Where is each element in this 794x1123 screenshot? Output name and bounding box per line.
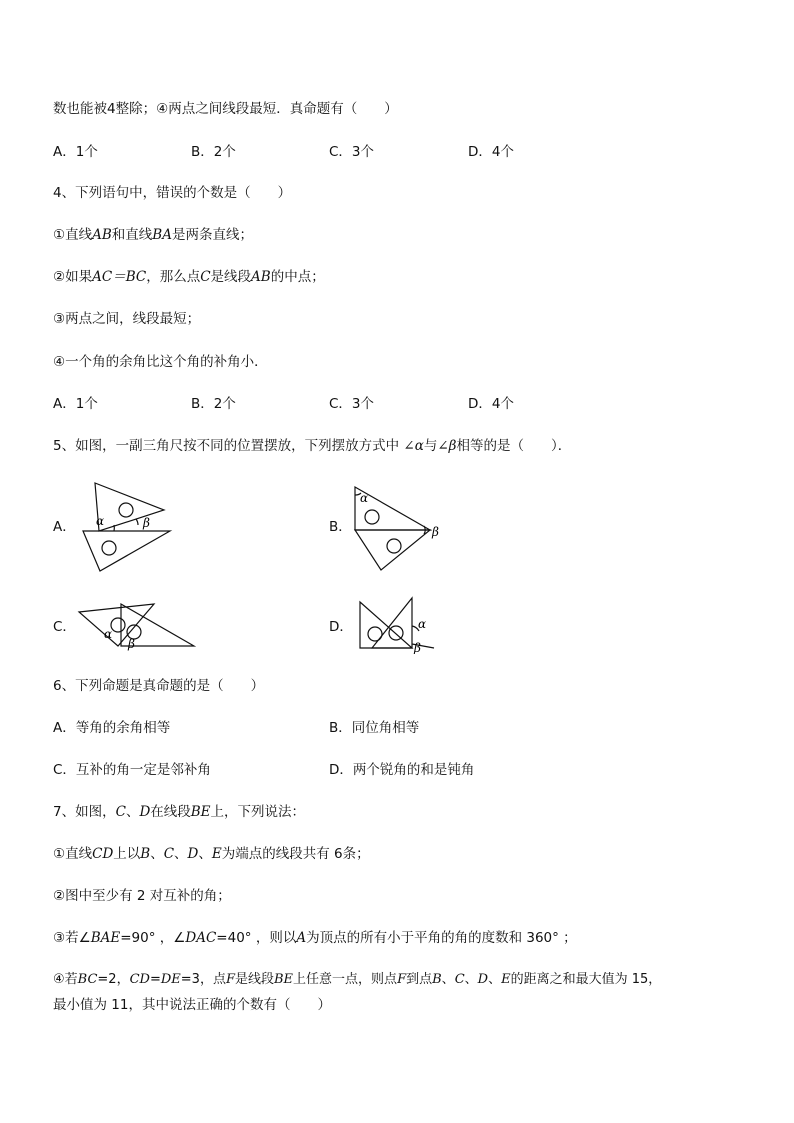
q7-statement-2: ②图中至少有 2 对互补的角； bbox=[53, 888, 231, 904]
q6-option-b[interactable]: B．同位角相等 bbox=[329, 720, 420, 736]
q4-statement-2: ②如果AC＝BC，那么点C是线段AB的中点； bbox=[53, 269, 325, 285]
q4-option-c[interactable]: C．3个 bbox=[329, 396, 375, 412]
q4-statement-3: ③两点之间，线段最短； bbox=[53, 311, 201, 327]
q5-figure-a bbox=[76, 480, 176, 575]
q5-d-circle-1 bbox=[368, 627, 382, 641]
q5-stem: 5、如图，一副三角尺按不同的位置摆放，下列摆放方式中 ∠α与∠β相等的是（ ）． bbox=[53, 438, 572, 454]
q5-figure-c-label[interactable]: C． bbox=[53, 619, 76, 635]
q3-option-b[interactable]: B．2个 bbox=[191, 144, 236, 160]
q5-a-circle-1 bbox=[119, 503, 133, 517]
q5-figure-b-label[interactable]: B． bbox=[329, 519, 352, 535]
q5-b-circle-2 bbox=[387, 539, 401, 553]
q4-statement-1: ①直线AB和直线BA是两条直线； bbox=[53, 227, 253, 243]
q4-statement-4: ④一个角的余角比这个角的补角小． bbox=[53, 354, 268, 370]
q5-figure-d-label[interactable]: D． bbox=[329, 619, 353, 635]
q5-a-lower-triangle bbox=[83, 531, 170, 571]
q3-option-a[interactable]: A．1个 bbox=[53, 144, 98, 160]
q5-a-upper-triangle bbox=[95, 483, 164, 531]
q5-a-alpha-label: α bbox=[96, 514, 105, 528]
q7-statement-3: ③若∠BAE=90° ，∠DAC=40° ，则以A为顶点的所有小于平角的角的度数和 360° ； bbox=[53, 930, 577, 946]
q5-b-lower-triangle bbox=[355, 530, 430, 570]
q5-b-beta-label: β bbox=[432, 525, 439, 539]
q5-a-beta-arc bbox=[136, 519, 138, 525]
q3-option-c[interactable]: C．3个 bbox=[329, 144, 375, 160]
q3-tail-text: 数也能被4整除；④两点之间线段最短．真命题有（ ） bbox=[53, 101, 398, 117]
q5-d-circle-2 bbox=[389, 626, 403, 640]
q5-figure-a-label[interactable]: A． bbox=[53, 519, 76, 535]
q6-stem: 6、下列命题是真命题的是（ ） bbox=[53, 678, 265, 694]
q4-stem: 4、下列语句中，错误的个数是（ ） bbox=[53, 185, 292, 201]
q6-option-c[interactable]: C．互补的角一定是邻补角 bbox=[53, 762, 211, 778]
q7-statement-4: ④若BC=2，CD=DE=3，点F是线段BE上任意一点，则点F到点B、C、D、E的距离之和最大值为 15， bbox=[53, 972, 662, 987]
q7-statement-4-line-2: 最小值为 11，其中说法正确的个数有（ ） bbox=[53, 997, 331, 1013]
q5-b-circle-1 bbox=[365, 510, 379, 524]
q5-a-beta-label: β bbox=[143, 516, 150, 530]
q4-option-b[interactable]: B．2个 bbox=[191, 396, 236, 412]
q4-option-d[interactable]: D．4个 bbox=[468, 396, 514, 412]
q6-option-d[interactable]: D．两个锐角的和是钝角 bbox=[329, 762, 475, 778]
q5-c-circle-1 bbox=[111, 618, 125, 632]
q5-b-alpha-label: α bbox=[360, 491, 369, 505]
q5-d-alpha-label: α bbox=[418, 617, 427, 631]
q3-option-d[interactable]: D．4个 bbox=[468, 144, 514, 160]
q5-figure-d bbox=[352, 596, 442, 654]
q5-c-alpha-label: α bbox=[104, 627, 113, 641]
q7-statement-1: ①直线CD上以B、C、D、E为端点的线段共有 6条； bbox=[53, 846, 370, 862]
q5-c-beta-label: β bbox=[128, 637, 135, 651]
q5-figure-c bbox=[76, 598, 196, 652]
q5-figure-b bbox=[352, 480, 452, 575]
q4-option-a[interactable]: A．1个 bbox=[53, 396, 98, 412]
q5-c-first-triangle bbox=[79, 604, 154, 646]
q7-stem: 7、如图，C、D在线段BE上，下列说法： bbox=[53, 804, 306, 820]
q5-d-beta-label: β bbox=[414, 641, 421, 654]
q5-a-circle-2 bbox=[102, 541, 116, 555]
q6-option-a[interactable]: A．等角的余角相等 bbox=[53, 720, 171, 736]
q5-d-first-triangle bbox=[360, 602, 412, 648]
